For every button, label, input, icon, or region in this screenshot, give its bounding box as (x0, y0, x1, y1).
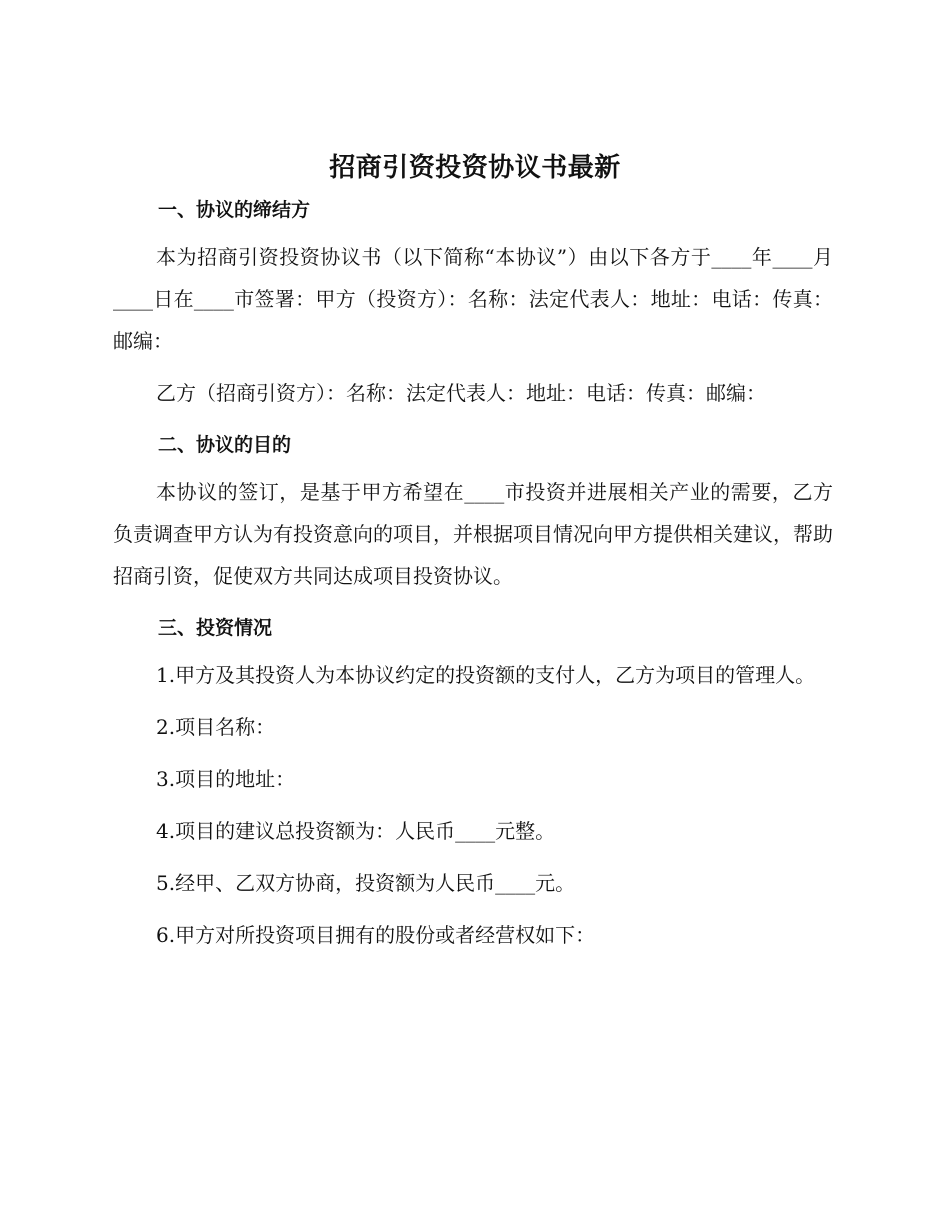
paragraph-investment-item-2: 2.项目名称： (156, 715, 276, 739)
document-title: 招商引资投资协议书最新 (329, 153, 621, 183)
paragraph-party-a: 本为招商引资投资协议书（以下简称“本协议”）由以下各方于____年____月____日在____市签署：甲方（投资方）：名称：法定代表人：地址：电话：传真：邮编： (113, 245, 833, 353)
document-body (113, 195, 833, 956)
paragraph-investment-item-5: 5.经甲、乙双方协商，投资额为人民币____元。 (156, 871, 576, 895)
section-heading-parties: 一、协议的缔结方 (158, 199, 311, 221)
section-heading-purpose: 二、协议的目的 (158, 434, 292, 456)
paragraph-investment-item-4: 4.项目的建议总投资额为：人民币____元整。 (156, 819, 556, 843)
paragraph-party-b: 乙方（招商引资方）：名称：法定代表人：地址：电话：传真：邮编： (156, 381, 766, 405)
section-heading-investment: 三、投资情况 (158, 617, 273, 639)
paragraph-purpose: 本协议的签订，是基于甲方希望在____市投资并进展相关产业的需要，乙方负责调查甲方认为有投资意向的项目，并根据项目情况向甲方提供相关建议，帮助招商引资，促使双方共同达成项目投资协议。 (113, 480, 833, 588)
paragraph-investment-item-1: 1.甲方及其投资人为本协议约定的投资额的支付人，乙方为项目的管理人。 (156, 663, 816, 687)
paragraph-investment-item-6: 6.甲方对所投资项目拥有的股份或者经营权如下： (156, 923, 596, 947)
paragraph-investment-item-3: 3.项目的地址： (156, 767, 296, 791)
